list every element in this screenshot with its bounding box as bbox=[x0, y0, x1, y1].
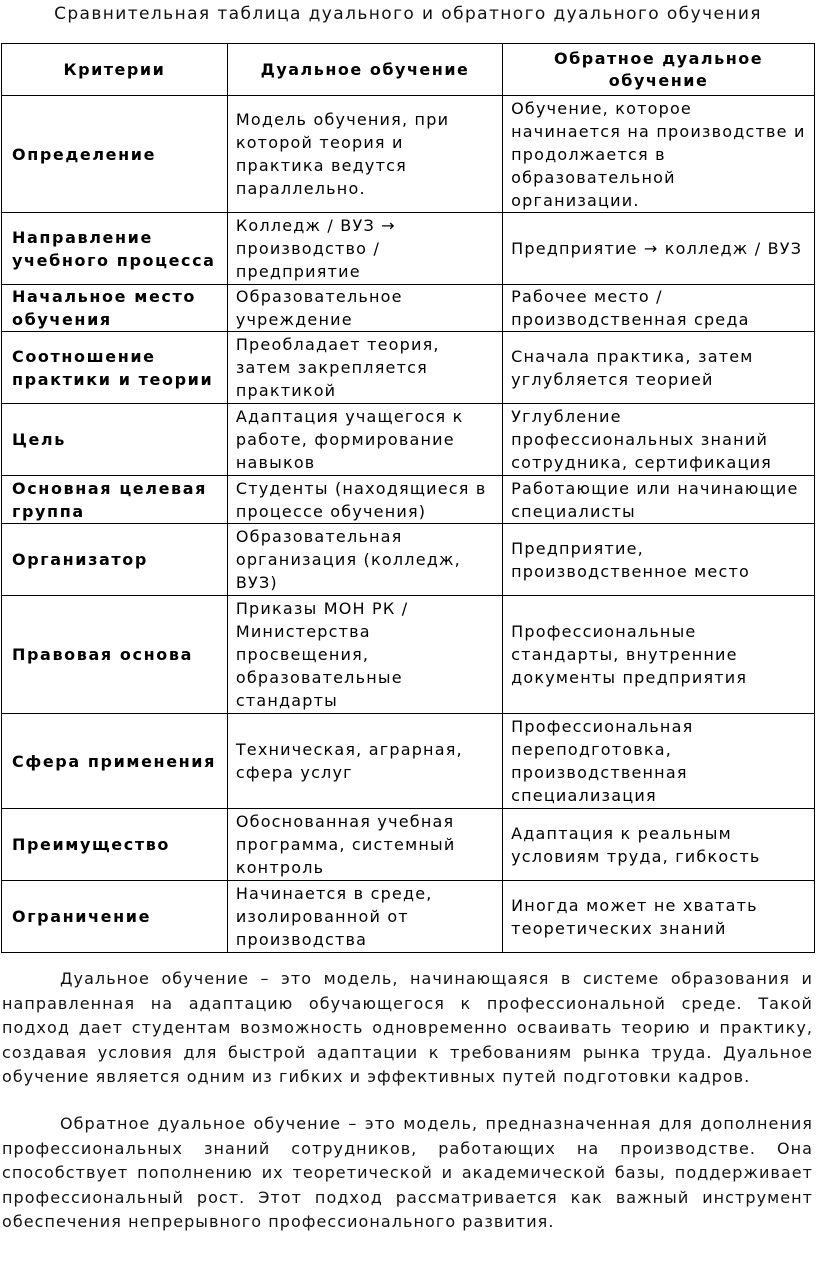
dual-cell: Адаптация учащегося к работе, формирование навыков bbox=[227, 404, 502, 476]
criterion-cell: Основная целевая группа bbox=[2, 476, 228, 524]
table-row bbox=[2, 476, 815, 524]
criterion-cell: Направление учебного процесса bbox=[2, 213, 228, 285]
dual-cell: Колледж / ВУЗ → производство / предприятие bbox=[227, 213, 502, 285]
criterion-cell: Организатор bbox=[2, 524, 228, 596]
reverse-dual-cell: Предприятие, производственное место bbox=[503, 524, 815, 596]
dual-cell: Начинается в среде, изолированной от производства bbox=[227, 881, 502, 953]
dual-cell: Преобладает теория, затем закрепляется практикой bbox=[227, 332, 502, 404]
criterion-cell: Соотношение практики и теории bbox=[2, 332, 228, 404]
document-title: Сравнительная таблица дуального и обратного дуального обучения bbox=[54, 4, 762, 24]
criterion-cell: Определение bbox=[2, 96, 228, 213]
table-row bbox=[2, 96, 815, 213]
reverse-dual-cell: Профессиональные стандарты, внутренние документы предприятия bbox=[503, 596, 815, 714]
table-row bbox=[2, 714, 815, 809]
table-row bbox=[2, 404, 815, 476]
comparison-table bbox=[1, 43, 815, 953]
dual-cell: Образовательная организация (колледж, ВУЗ) bbox=[227, 524, 502, 596]
header-reverse-dual: Обратное дуальное обучение bbox=[503, 44, 815, 96]
reverse-dual-cell: Обучение, которое начинается на производстве и продолжается в образовательной организации. bbox=[503, 96, 815, 213]
header-dual: Дуальное обучение bbox=[227, 44, 502, 96]
dual-cell: Приказы МОН РК / Министерства просвещения, образовательные стандарты bbox=[227, 596, 502, 714]
table-row bbox=[2, 524, 815, 596]
reverse-dual-cell: Работающие или начинающие специалисты bbox=[503, 476, 815, 524]
table-row bbox=[2, 332, 815, 404]
dual-cell: Модель обучения, при которой теория и практика ведутся параллельно. bbox=[227, 96, 502, 213]
table-row bbox=[2, 596, 815, 714]
dual-cell: Студенты (находящиеся в процессе обучения) bbox=[227, 476, 502, 524]
header-criteria: Критерии bbox=[2, 44, 228, 96]
reverse-dual-cell: Сначала практика, затем углубляется теорией bbox=[503, 332, 815, 404]
reverse-dual-cell: Предприятие → колледж / ВУЗ bbox=[503, 213, 815, 285]
table-row bbox=[2, 881, 815, 953]
paragraph-dual-text: Дуальное обучение – это модель, начинающаяся в системе образования и направленная на адаптацию обучающегося к профессиональной среде. Такой подход дает студентам возможность одновременно осваивать теорию и практику, создавая условия для быстрой адаптации к требованиям рынка труда. Дуальное обучение является одним из гибких и эффективных путей подготовки кадров. bbox=[2, 969, 813, 1086]
paragraph-reverse-dual bbox=[2, 1112, 813, 1235]
dual-cell: Техническая, аграрная, сфера услуг bbox=[227, 714, 502, 809]
table-header-row bbox=[2, 44, 815, 96]
criterion-cell: Преимущество bbox=[2, 809, 228, 881]
reverse-dual-cell: Профессиональная переподготовка, производственная специализация bbox=[503, 714, 815, 809]
reverse-dual-cell: Иногда может не хватать теоретических знаний bbox=[503, 881, 815, 953]
reverse-dual-cell: Рабочее место / производственная среда bbox=[503, 285, 815, 332]
dual-cell: Обоснованная учебная программа, системный контроль bbox=[227, 809, 502, 881]
criterion-cell: Начальное место обучения bbox=[2, 285, 228, 332]
paragraph-dual bbox=[2, 967, 813, 1090]
reverse-dual-cell: Адаптация к реальным условиям труда, гибкость bbox=[503, 809, 815, 881]
criterion-cell: Цель bbox=[2, 404, 228, 476]
reverse-dual-cell: Углубление профессиональных знаний сотрудника, сертификация bbox=[503, 404, 815, 476]
table-row bbox=[2, 285, 815, 332]
criterion-cell: Правовая основа bbox=[2, 596, 228, 714]
criterion-cell: Сфера применения bbox=[2, 714, 228, 809]
table-row bbox=[2, 213, 815, 285]
table-row bbox=[2, 809, 815, 881]
dual-cell: Образовательное учреждение bbox=[227, 285, 502, 332]
criterion-cell: Ограничение bbox=[2, 881, 228, 953]
paragraph-reverse-dual-text: Обратное дуальное обучение – это модель, предназначенная для дополнения профессиональных знаний сотрудников, работающих на производстве. Она способствует пополнению их теоретической и академической базы, поддерживает профессиональный рост. Этот подход рассматривается как важный инструмент обеспечения непрерывного профессионального развития. bbox=[2, 1114, 813, 1231]
